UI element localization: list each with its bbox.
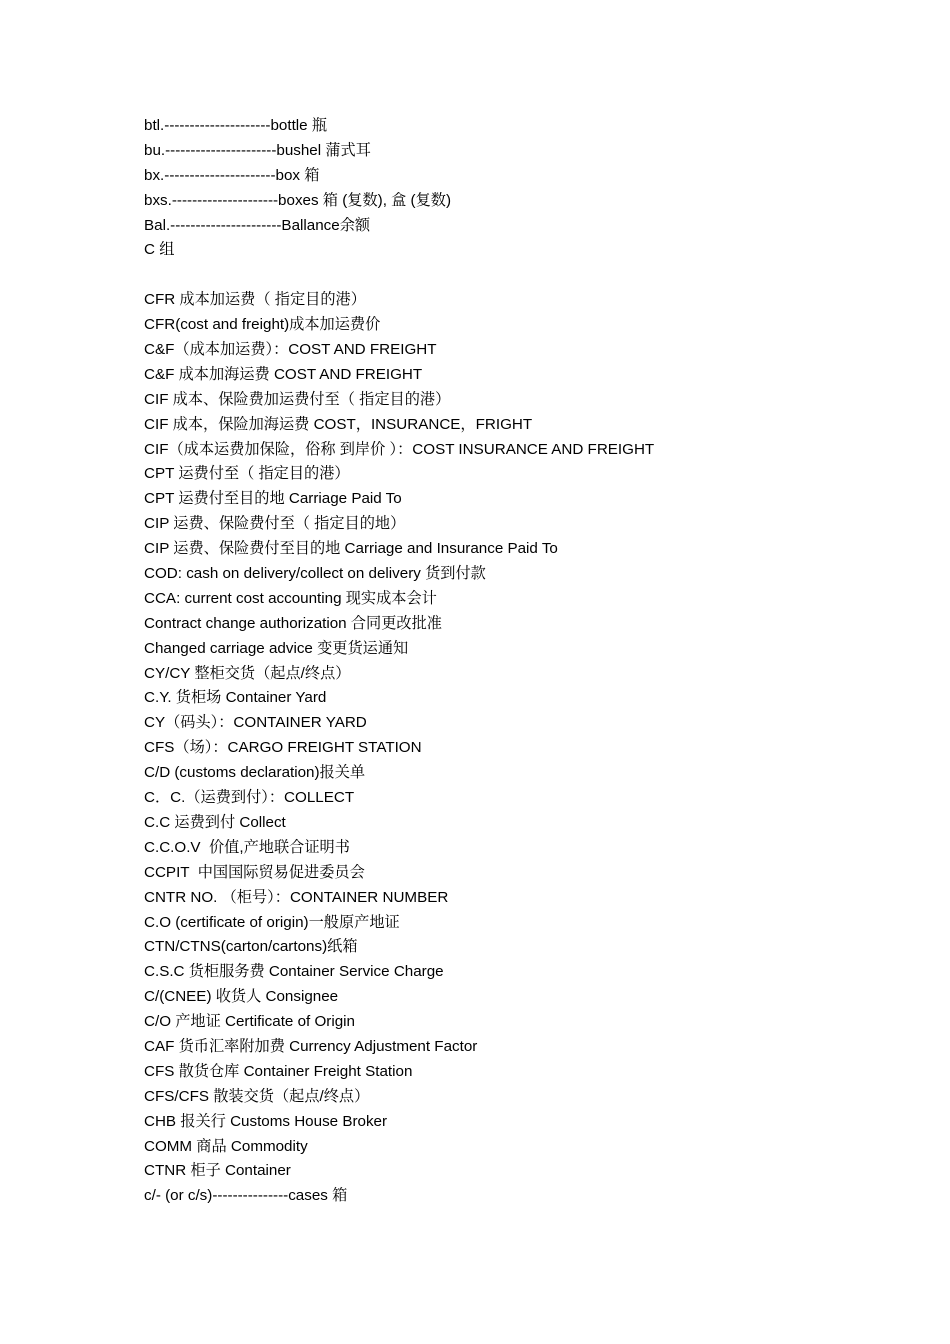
glossary-line: bx.----------------------box 箱 — [144, 166, 320, 184]
glossary-line: CCPIT 中国国际贸易促进委员会 — [144, 863, 365, 881]
glossary-line: Contract change authorization 合同更改批准 — [144, 614, 442, 632]
glossary-line: C/O 产地证 Certificate of Origin — [144, 1013, 355, 1031]
glossary-line: CTN/CTNS(carton/cartons)纸箱 — [144, 938, 358, 956]
glossary-line: CFS（场）：CARGO FREIGHT STATION — [144, 739, 422, 757]
glossary-line: btl.---------------------bottle 瓶 — [144, 117, 328, 134]
glossary-line: CAF 货币汇率附加费 Currency Adjustment Factor — [144, 1037, 478, 1055]
glossary-line: CIP 运费、保险费付至目的地 Carriage and Insurance Paid To — [144, 540, 558, 558]
glossary-line: CY/CY 整柜交货（起点/终点） — [144, 664, 351, 682]
glossary-line: C.S.C 货柜服务费 Container Service Charge — [144, 963, 444, 981]
glossary-line: C&F 成本加海运费 COST AND FREIGHT — [144, 365, 423, 383]
glossary-line: C&F（成本加运费）：COST AND FREIGHT — [144, 341, 437, 359]
glossary-line: C.C 运费到付 Collect — [144, 813, 286, 831]
glossary-line: COD: cash on delivery/collect on delivery 货到付款 — [144, 565, 486, 583]
glossary-line: Bal.----------------------Ballance余额 — [144, 216, 371, 234]
glossary-line: CFR(cost and freight)成本加运费价 — [144, 316, 381, 334]
glossary-line: CIF（成本运费加保险，俗称 到岸价 ）：COST INSURANCE AND FREIGHT — [144, 440, 655, 458]
glossary-line: CIF 成本，保险加海运费 COST，INSURANCE，FRIGHT — [144, 415, 533, 433]
glossary-line: C/D (customs declaration)报关单 — [144, 764, 366, 782]
glossary-line: bu.----------------------bushel 蒲式耳 — [144, 141, 371, 159]
glossary-line: CTNR 柜子 Container — [144, 1162, 291, 1180]
glossary-line: CHB 报关行 Customs House Broker — [144, 1112, 388, 1130]
glossary-line: Changed carriage advice 变更货运通知 — [144, 639, 409, 657]
glossary-line: CIP 运费、保险费付至（ 指定目的地） — [144, 515, 406, 533]
glossary-line: CPT 运费付至目的地 Carriage Paid To — [144, 490, 402, 508]
glossary-line: CY（码头）：CONTAINER YARD — [144, 714, 367, 732]
glossary-line: COMM 商品 Commodity — [144, 1137, 308, 1155]
glossary-line: C．C.（运费到付）：COLLECT — [144, 789, 355, 807]
glossary-line: C.Y. 货柜场 Container Yard — [144, 689, 327, 707]
glossary-text — [144, 114, 904, 1209]
glossary-line: CIF 成本、保险费加运费付至（ 指定目的港） — [144, 390, 451, 408]
glossary-line: C/(CNEE) 收货人 Consignee — [144, 988, 339, 1006]
glossary-line: bxs.---------------------boxes 箱 (复数), 盒 (复数) — [144, 191, 452, 209]
glossary-line: CNTR NO. （柜号）：CONTAINER NUMBER — [144, 888, 449, 906]
glossary-line: CFR 成本加运费（ 指定目的港） — [144, 291, 366, 309]
glossary-line: CPT 运费付至（ 指定目的港） — [144, 465, 350, 483]
blank-line — [144, 263, 904, 288]
glossary-line: CFS/CFS 散装交货（起点/终点） — [144, 1087, 370, 1105]
glossary-line: c/- (or c/s)---------------cases 箱 — [144, 1187, 348, 1205]
glossary-line: C.C.O.V 价值,产地联合证明书 — [144, 838, 350, 856]
glossary-line: CCA: current cost accounting 现实成本会计 — [144, 589, 437, 607]
section-heading: C 组 — [144, 241, 175, 259]
glossary-line: CFS 散货仓库 Container Freight Station — [144, 1062, 413, 1080]
glossary-line: C.O (certificate of origin)一般原产地证 — [144, 913, 400, 931]
